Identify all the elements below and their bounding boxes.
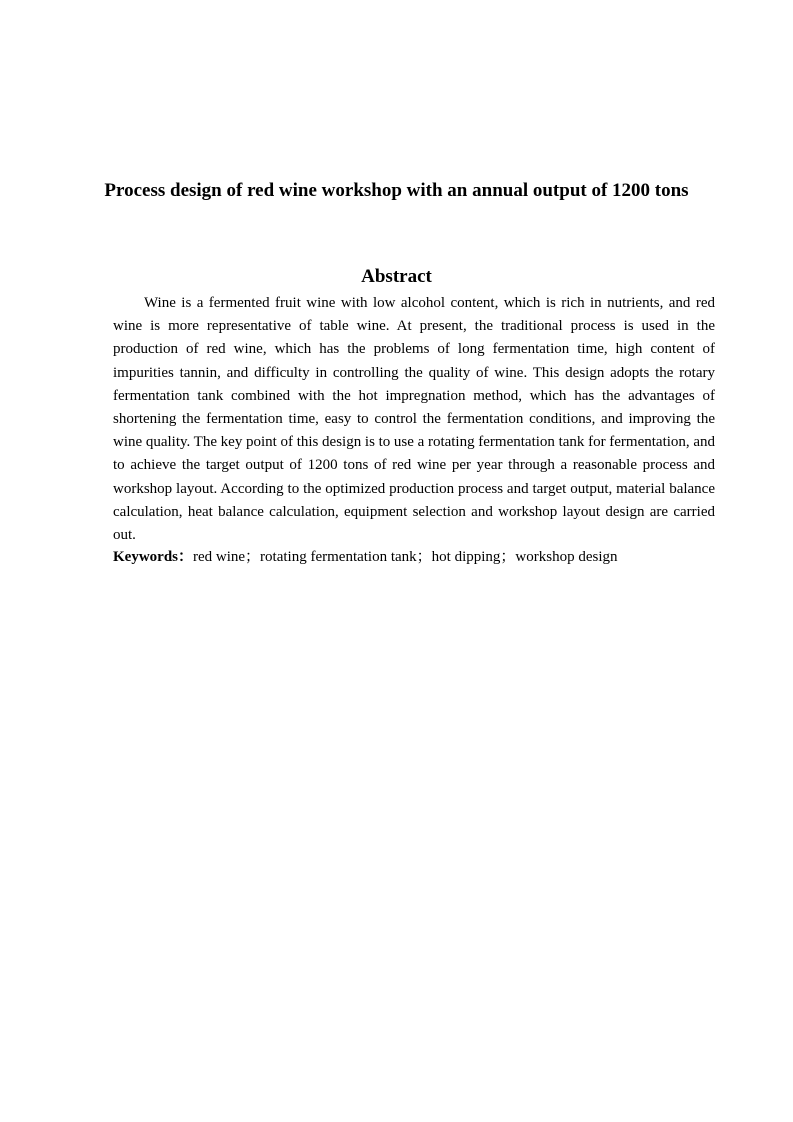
abstract-body: Wine is a fermented fruit wine with low alcohol content, which is rich in nutrients, and red wine is more representative of table wine. At present, the traditional process is used in the production of red wine, which has the problems of long fermentation time, high content of impurities tannin, and difficulty in controlling the quality of wine. This design adopts the rotary fermentation tank combined with the hot impregnation method, which has the advantages of shortening the fermentation time, easy to control the fermentation conditions, and improving the wine quality. The key point of this design is to use a rotating fermentation tank for fermentation, and to achieve the target output of 1200 tons of red wine per year through a reasonable process and workshop layout. According to the optimized production process and target output, material balance calculation, heat balance calculation, equipment selection and workshop layout design are carried out.: [113, 295, 715, 544]
abstract-heading: Abstract: [361, 266, 432, 287]
keywords-label: Keywords：: [113, 549, 193, 565]
paper-title: Process design of red wine workshop with an annual output of 1200 tons: [104, 180, 689, 201]
keywords-line: [113, 546, 733, 569]
keywords-list: red wine；rotating fermentation tank；hot dipping；workshop design: [193, 549, 618, 565]
